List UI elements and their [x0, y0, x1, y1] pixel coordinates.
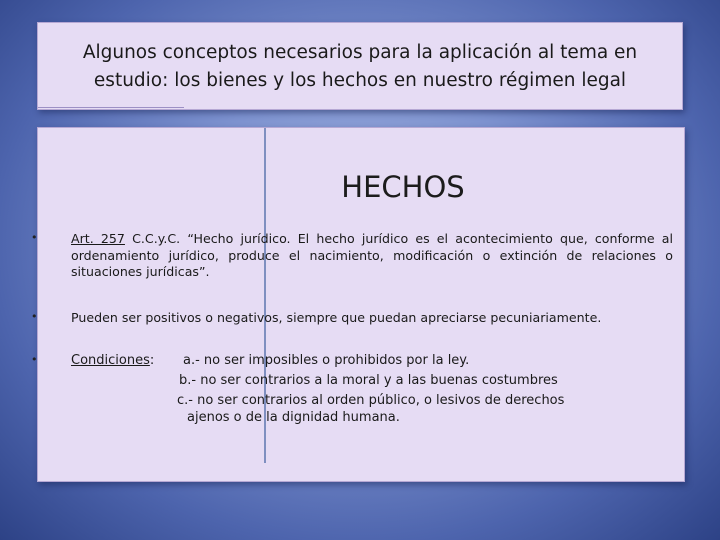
conditions-label: Condiciones	[71, 353, 150, 368]
condition-b: b.- no ser contrarios a la moral y a las buenas costumbres	[179, 373, 558, 388]
title-line-2: estudio: los bienes y los hechos en nuestro régimen legal	[93, 70, 627, 91]
bullet-3: •	[31, 353, 38, 366]
section-heading: HECHOS	[341, 170, 465, 204]
conditions-first-line	[71, 351, 154, 370]
title-box	[37, 22, 683, 110]
title-line-1: Algunos conceptos necesarios para la aplicación al tema en	[82, 42, 638, 63]
value-paragraph: Pueden ser positivos o negativos, siempre que puedan apreciarse pecuniariamente.	[71, 310, 602, 325]
bullet-2: •	[31, 310, 38, 323]
article-paragraph	[71, 231, 673, 281]
condition-c: c.- no ser contrarios al orden público, o lesivos de derechos	[177, 393, 565, 408]
content-box	[31, 127, 685, 482]
slide-title	[58, 39, 662, 95]
article-reference: Art. 257	[71, 231, 125, 246]
title-divider	[38, 107, 184, 108]
article-text: C.C.y.C. “Hecho jurídico. El hecho jurídico es el acontecimiento que, conforme al ordenamiento jurídico, produce el nacimiento, modificación o extinción de relaciones o situaciones jurídicas”.	[71, 231, 673, 279]
bullet-1: •	[31, 231, 38, 244]
condition-a: a.- no ser imposibles o prohibidos por la ley.	[183, 353, 470, 368]
conditions-separator: :	[149, 353, 155, 368]
condition-c-continued: ajenos o de la dignidad humana.	[187, 410, 400, 425]
